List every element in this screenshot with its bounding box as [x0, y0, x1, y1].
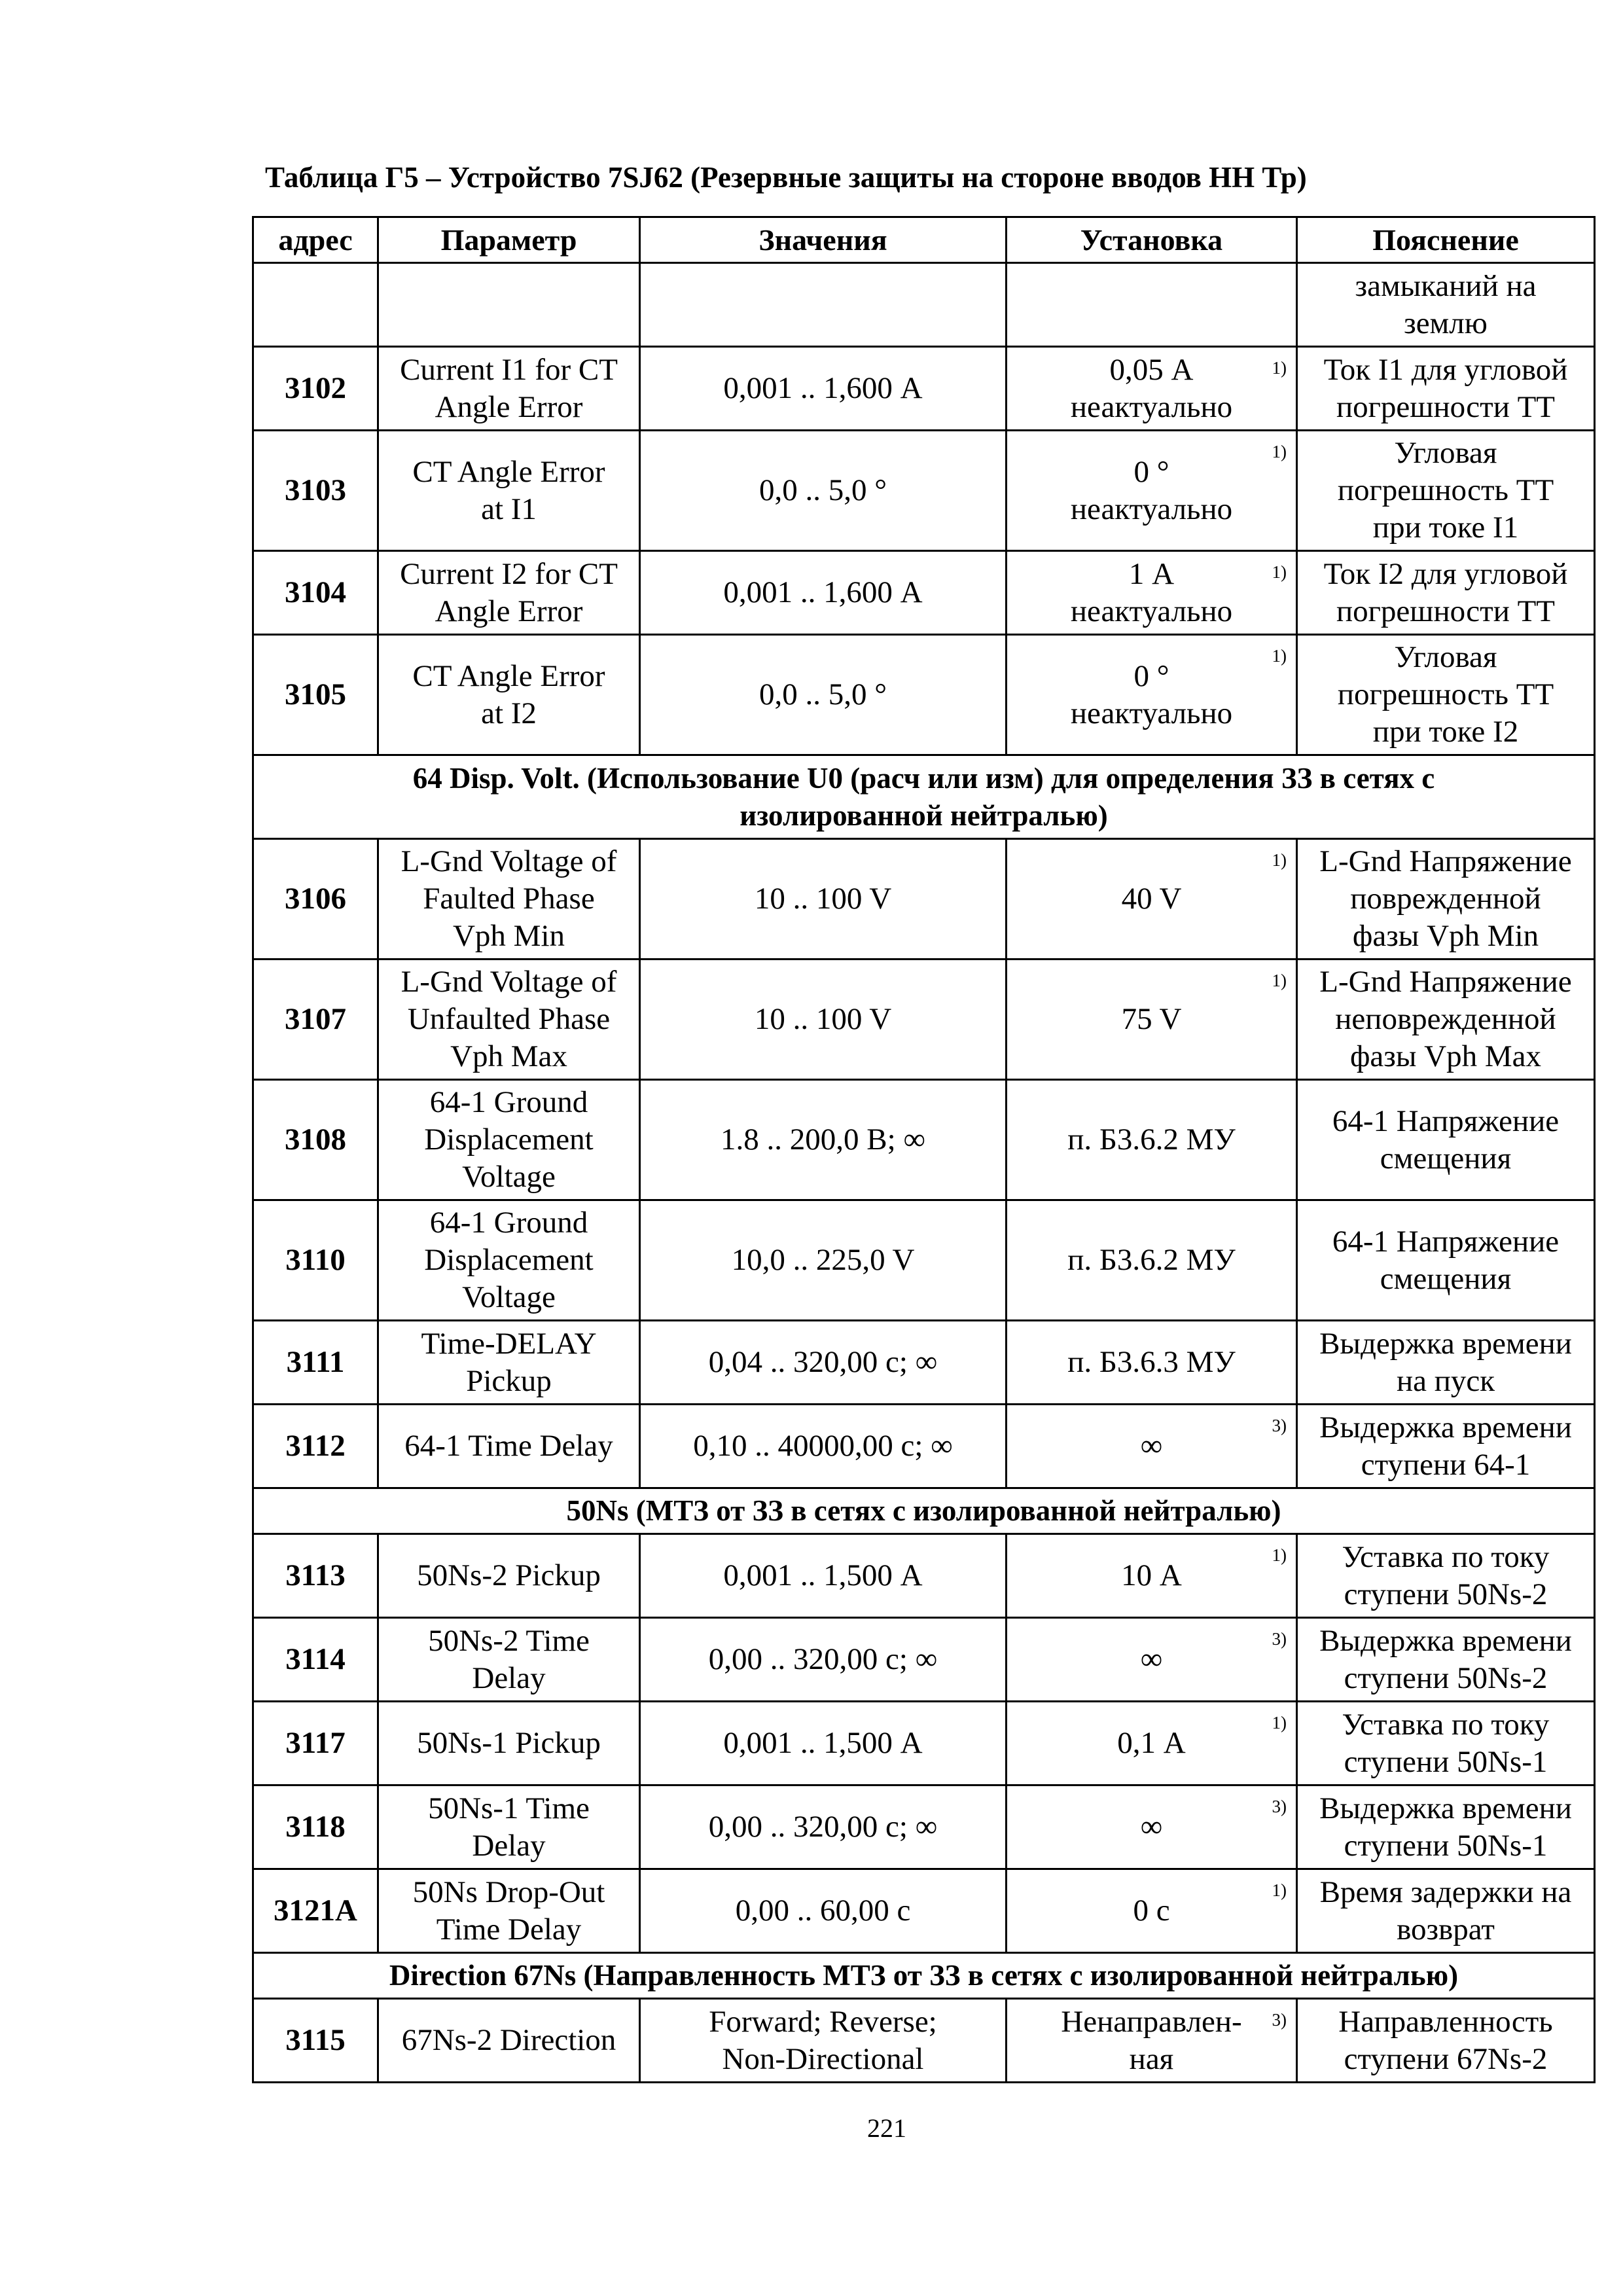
address-cell: 3114: [253, 1618, 378, 1702]
address-cell: 3108: [253, 1080, 378, 1200]
section-row: [253, 1488, 1595, 1534]
setting-cell: 1 А неактуально 1): [1007, 551, 1297, 635]
explanation-cell: Ток I2 для угловой погрешности ТТ: [1297, 551, 1595, 635]
address-cell: 3110: [253, 1200, 378, 1321]
values-cell: 1.8 .. 200,0 В; ∞: [640, 1080, 1007, 1200]
section-heading-50ns: 50Ns (МТЗ от ЗЗ в сетях с изолированной нейтралью): [253, 1488, 1595, 1534]
explanation-cell: Направленность ступени 67Ns-2: [1297, 1999, 1595, 2083]
parameter-cell: L-Gnd Voltage of Unfaulted Phase Vph Max: [378, 960, 640, 1080]
parameter-cell: Time-DELAY Pickup: [378, 1321, 640, 1405]
parameter-cell: 64-1 Time Delay: [378, 1405, 640, 1488]
setting-cell: п. Б3.6.3 МУ: [1007, 1321, 1297, 1405]
footnote-mark: 1): [1272, 1545, 1287, 1565]
values-cell: 10 .. 100 V: [640, 839, 1007, 960]
parameter-cell: Current I2 for CT Angle Error: [378, 551, 640, 635]
header-row: [253, 217, 1595, 263]
footnote-mark: 1): [1272, 562, 1287, 582]
header-setting: Установка: [1007, 217, 1297, 263]
footnote-mark: 3): [1272, 1416, 1287, 1435]
parameter-cell: 50Ns-1 Pickup: [378, 1702, 640, 1785]
explanation-cell: L-Gnd Напряжение поврежденной фазы Vph Min: [1297, 839, 1595, 960]
setting-cell: 0,05 А неактуально 1): [1007, 347, 1297, 431]
parameter-cell: CT Angle Error at I2: [378, 635, 640, 755]
page-number: 221: [867, 2113, 906, 2143]
parameter-cell: 64-1 Ground Displacement Voltage: [378, 1080, 640, 1200]
setting-cell: 0 ° неактуально 1): [1007, 635, 1297, 755]
address-cell: 3102: [253, 347, 378, 431]
table-row: [253, 1702, 1595, 1785]
address-cell: 3112: [253, 1405, 378, 1488]
footnote-mark: 1): [1272, 1713, 1287, 1732]
explanation-cell: 64-1 Напряжение смещения: [1297, 1200, 1595, 1321]
parameter-cell: 50Ns-2 Pickup: [378, 1534, 640, 1618]
footnote-mark: 3): [1272, 1797, 1287, 1816]
footnote-mark: 1): [1272, 442, 1287, 461]
parameter-cell: 50Ns-2 Time Delay: [378, 1618, 640, 1702]
explanation-cell: Угловая погрешность ТТ при токе I2: [1297, 635, 1595, 755]
parameter-cell: 67Ns-2 Direction: [378, 1999, 640, 2083]
table-row: [253, 1869, 1595, 1953]
setting-cell: 0,1 А 1): [1007, 1702, 1297, 1785]
setting-cell: п. Б3.6.2 МУ: [1007, 1200, 1297, 1321]
address-cell: 3106: [253, 839, 378, 960]
explanation-cell: Выдержка времени ступени 50Ns-2: [1297, 1618, 1595, 1702]
table-row: [253, 1999, 1595, 2083]
footnote-mark: 3): [1272, 1629, 1287, 1649]
address-cell: 3103: [253, 431, 378, 551]
table-row: [253, 1321, 1595, 1405]
parameter-cell: 50Ns Drop-Out Time Delay: [378, 1869, 640, 1953]
setting-cell: 0 ° неактуально 1): [1007, 431, 1297, 551]
explanation-cell: Ток I1 для угловой погрешности ТТ: [1297, 347, 1595, 431]
footnote-mark: 1): [1272, 358, 1287, 378]
table-row: [253, 960, 1595, 1080]
table-row: [253, 1080, 1595, 1200]
address-cell: 3107: [253, 960, 378, 1080]
address-cell: 3105: [253, 635, 378, 755]
setting-cell: 10 А 1): [1007, 1534, 1297, 1618]
section-row: [253, 755, 1595, 839]
address-cell: 3115: [253, 1999, 378, 2083]
explanation-cell: Выдержка времени ступени 64-1: [1297, 1405, 1595, 1488]
explanation-cell: Выдержка времени ступени 50Ns-1: [1297, 1785, 1595, 1869]
footnote-mark: 1): [1272, 1880, 1287, 1900]
table-row: [253, 551, 1595, 635]
setting-cell: ∞ 3): [1007, 1618, 1297, 1702]
table-row: [253, 1618, 1595, 1702]
table-row: [253, 431, 1595, 551]
parameter-cell: Current I1 for CT Angle Error: [378, 347, 640, 431]
explanation-cell: 64-1 Напряжение смещения: [1297, 1080, 1595, 1200]
table-row: [253, 839, 1595, 960]
values-cell: 0,10 .. 40000,00 с; ∞: [640, 1405, 1007, 1488]
setting-cell: 40 V 1): [1007, 839, 1297, 960]
setting-cell: ∞ 3): [1007, 1785, 1297, 1869]
footnote-mark: 1): [1272, 850, 1287, 870]
setting-cell: 0 с 1): [1007, 1869, 1297, 1953]
values-cell: Forward; Reverse; Non-Directional: [640, 1999, 1007, 2083]
continuation-note: замыканий на землю: [1297, 263, 1595, 347]
table-row: [253, 1785, 1595, 1869]
values-cell: 0,001 .. 1,500 А: [640, 1534, 1007, 1618]
table-row: [253, 347, 1595, 431]
settings-table: [252, 216, 1596, 2083]
values-cell: 0,001 .. 1,600 А: [640, 551, 1007, 635]
values-cell: 10 .. 100 V: [640, 960, 1007, 1080]
address-cell: 3113: [253, 1534, 378, 1618]
section-row: [253, 1953, 1595, 1999]
setting-cell: ∞ 3): [1007, 1405, 1297, 1488]
values-cell: 10,0 .. 225,0 V: [640, 1200, 1007, 1321]
values-cell: 0,04 .. 320,00 с; ∞: [640, 1321, 1007, 1405]
explanation-cell: Время задержки на возврат: [1297, 1869, 1595, 1953]
values-cell: 0,00 .. 320,00 с; ∞: [640, 1785, 1007, 1869]
setting-cell: 75 V 1): [1007, 960, 1297, 1080]
parameter-cell: CT Angle Error at I1: [378, 431, 640, 551]
continuation-row: [253, 263, 1595, 347]
section-heading-direction-67ns: Direction 67Ns (Направленность МТЗ от ЗЗ в сетях с изолированной нейтралью): [253, 1953, 1595, 1999]
parameter-cell: 50Ns-1 Time Delay: [378, 1785, 640, 1869]
address-cell: 3104: [253, 551, 378, 635]
header-explanation: Пояснение: [1297, 217, 1595, 263]
table-row: [253, 1534, 1595, 1618]
table-row: [253, 635, 1595, 755]
explanation-cell: Уставка по току ступени 50Ns-1: [1297, 1702, 1595, 1785]
values-cell: 0,001 .. 1,500 А: [640, 1702, 1007, 1785]
header-parameter: Параметр: [378, 217, 640, 263]
header-address: адрес: [253, 217, 378, 263]
explanation-cell: Угловая погрешность ТТ при токе I1: [1297, 431, 1595, 551]
address-cell: 3111: [253, 1321, 378, 1405]
table-caption: Таблица Г5 – Устройство 7SJ62 (Резервные защиты на стороне вводов НН Тр): [265, 161, 1307, 194]
explanation-cell: Уставка по току ступени 50Ns-2: [1297, 1534, 1595, 1618]
footnote-mark: 3): [1272, 2010, 1287, 2030]
table-row: [253, 1405, 1595, 1488]
section-heading-64-disp-volt: 64 Disp. Volt. (Использование U0 (расч или изм) для определения ЗЗ в сетях с изолированной нейтралью): [253, 755, 1595, 839]
values-cell: 0,0 .. 5,0 °: [640, 431, 1007, 551]
footnote-mark: 1): [1272, 971, 1287, 990]
values-cell: 0,00 .. 320,00 с; ∞: [640, 1618, 1007, 1702]
address-cell: 3121A: [253, 1869, 378, 1953]
values-cell: 0,00 .. 60,00 с: [640, 1869, 1007, 1953]
setting-cell: п. Б3.6.2 МУ: [1007, 1080, 1297, 1200]
setting-cell: Ненаправлен- ная 3): [1007, 1999, 1297, 2083]
explanation-cell: Выдержка времени на пуск: [1297, 1321, 1595, 1405]
address-cell: 3117: [253, 1702, 378, 1785]
values-cell: 0,001 .. 1,600 А: [640, 347, 1007, 431]
explanation-cell: L-Gnd Напряжение неповрежденной фазы Vph Max: [1297, 960, 1595, 1080]
parameter-cell: 64-1 Ground Displacement Voltage: [378, 1200, 640, 1321]
footnote-mark: 1): [1272, 646, 1287, 666]
table-row: [253, 1200, 1595, 1321]
parameter-cell: L-Gnd Voltage of Faulted Phase Vph Min: [378, 839, 640, 960]
address-cell: 3118: [253, 1785, 378, 1869]
values-cell: 0,0 .. 5,0 °: [640, 635, 1007, 755]
header-values: Значения: [640, 217, 1007, 263]
